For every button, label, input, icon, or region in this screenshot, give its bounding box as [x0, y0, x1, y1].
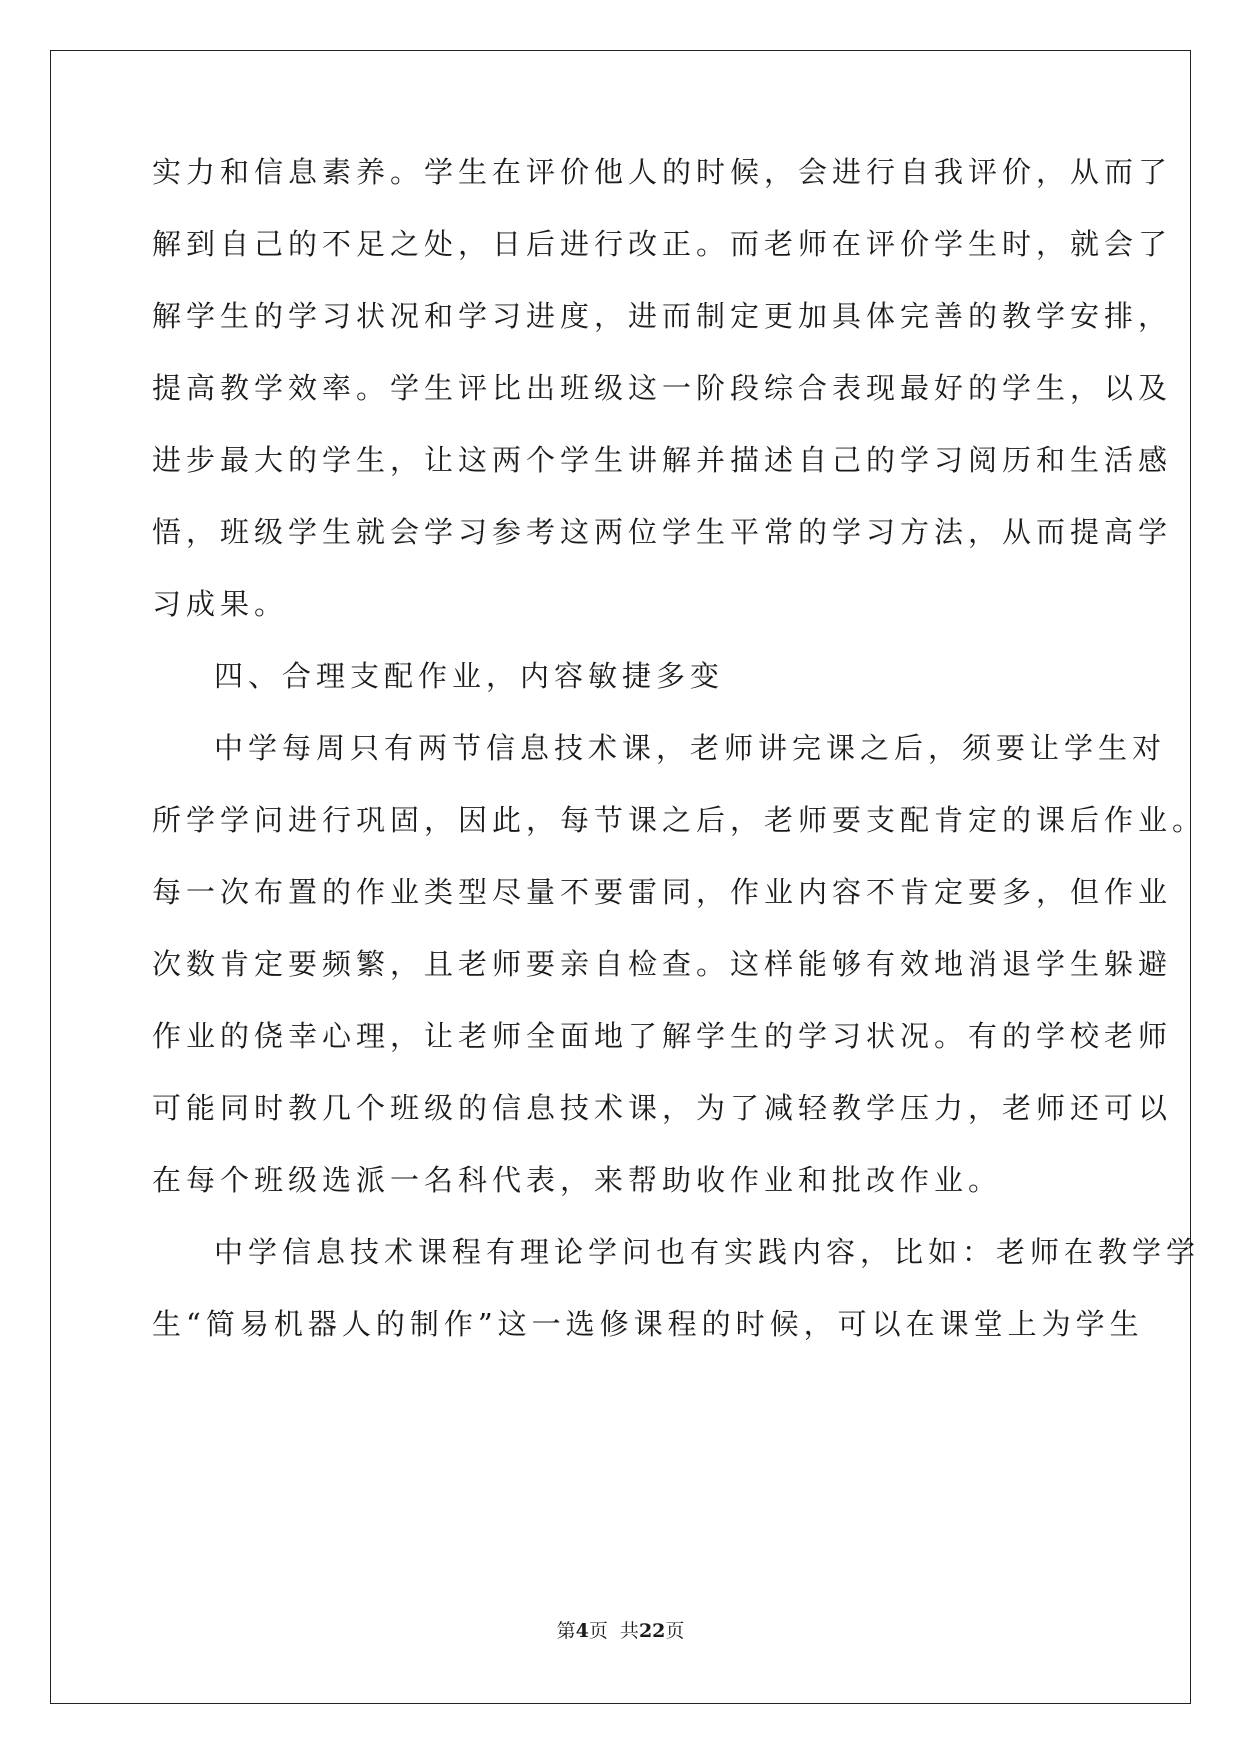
- text-line: 每一次布置的作业类型尽量不要雷同，作业内容不肯定要多，但作业: [152, 875, 1173, 909]
- footer-middle: 页 共: [588, 1620, 639, 1642]
- footer-prefix: 第: [556, 1620, 576, 1642]
- section-heading: 四、合理支配作业，内容敏捷多变: [214, 659, 725, 693]
- text-line: 解到自己的不足之处，日后进行改正。而老师在评价学生时，就会了: [152, 227, 1173, 261]
- text-line: 可能同时教几个班级的信息技术课，为了减轻教学压力，老师还可以: [152, 1091, 1173, 1125]
- text-line: 生“简易机器人的制作”这一选修课程的时候，可以在课堂上为学生: [152, 1307, 1144, 1341]
- text-line: 中学信息技术课程有理论学问也有实践内容，比如：老师在教学学: [214, 1235, 1201, 1269]
- text-line: 在每个班级选派一名科代表，来帮助收作业和批改作业。: [152, 1163, 1003, 1197]
- page-footer: [0, 1616, 1241, 1643]
- text-line: 所学学问进行巩固，因此，每节课之后，老师要支配肯定的课后作业。: [152, 803, 1207, 837]
- footer-suffix: 页: [665, 1620, 685, 1642]
- text-line: 提高教学效率。学生评比出班级这一阶段综合表现最好的学生，以及: [152, 371, 1173, 405]
- text-line: 习成果。: [152, 587, 289, 621]
- text-line: 作业的侥幸心理，让老师全面地了解学生的学习状况。有的学校老师: [152, 1019, 1173, 1053]
- text-line: 次数肯定要频繁，且老师要亲自检查。这样能够有效地消退学生躲避: [152, 947, 1173, 981]
- text-line: 实力和信息素养。学生在评价他人的时候，会进行自我评价，从而了: [152, 155, 1173, 189]
- current-page-number: 4: [575, 1620, 589, 1642]
- text-line: 进步最大的学生，让这两个学生讲解并描述自己的学习阅历和生活感: [152, 443, 1173, 477]
- text-line: 悟，班级学生就会学习参考这两位学生平常的学习方法，从而提高学: [152, 515, 1173, 549]
- text-line: 解学生的学习状况和学习进度，进而制定更加具体完善的教学安排，: [152, 299, 1173, 333]
- text-line: 中学每周只有两节信息技术课，老师讲完课之后，须要让学生对: [214, 731, 1167, 765]
- total-pages-number: 22: [638, 1620, 666, 1642]
